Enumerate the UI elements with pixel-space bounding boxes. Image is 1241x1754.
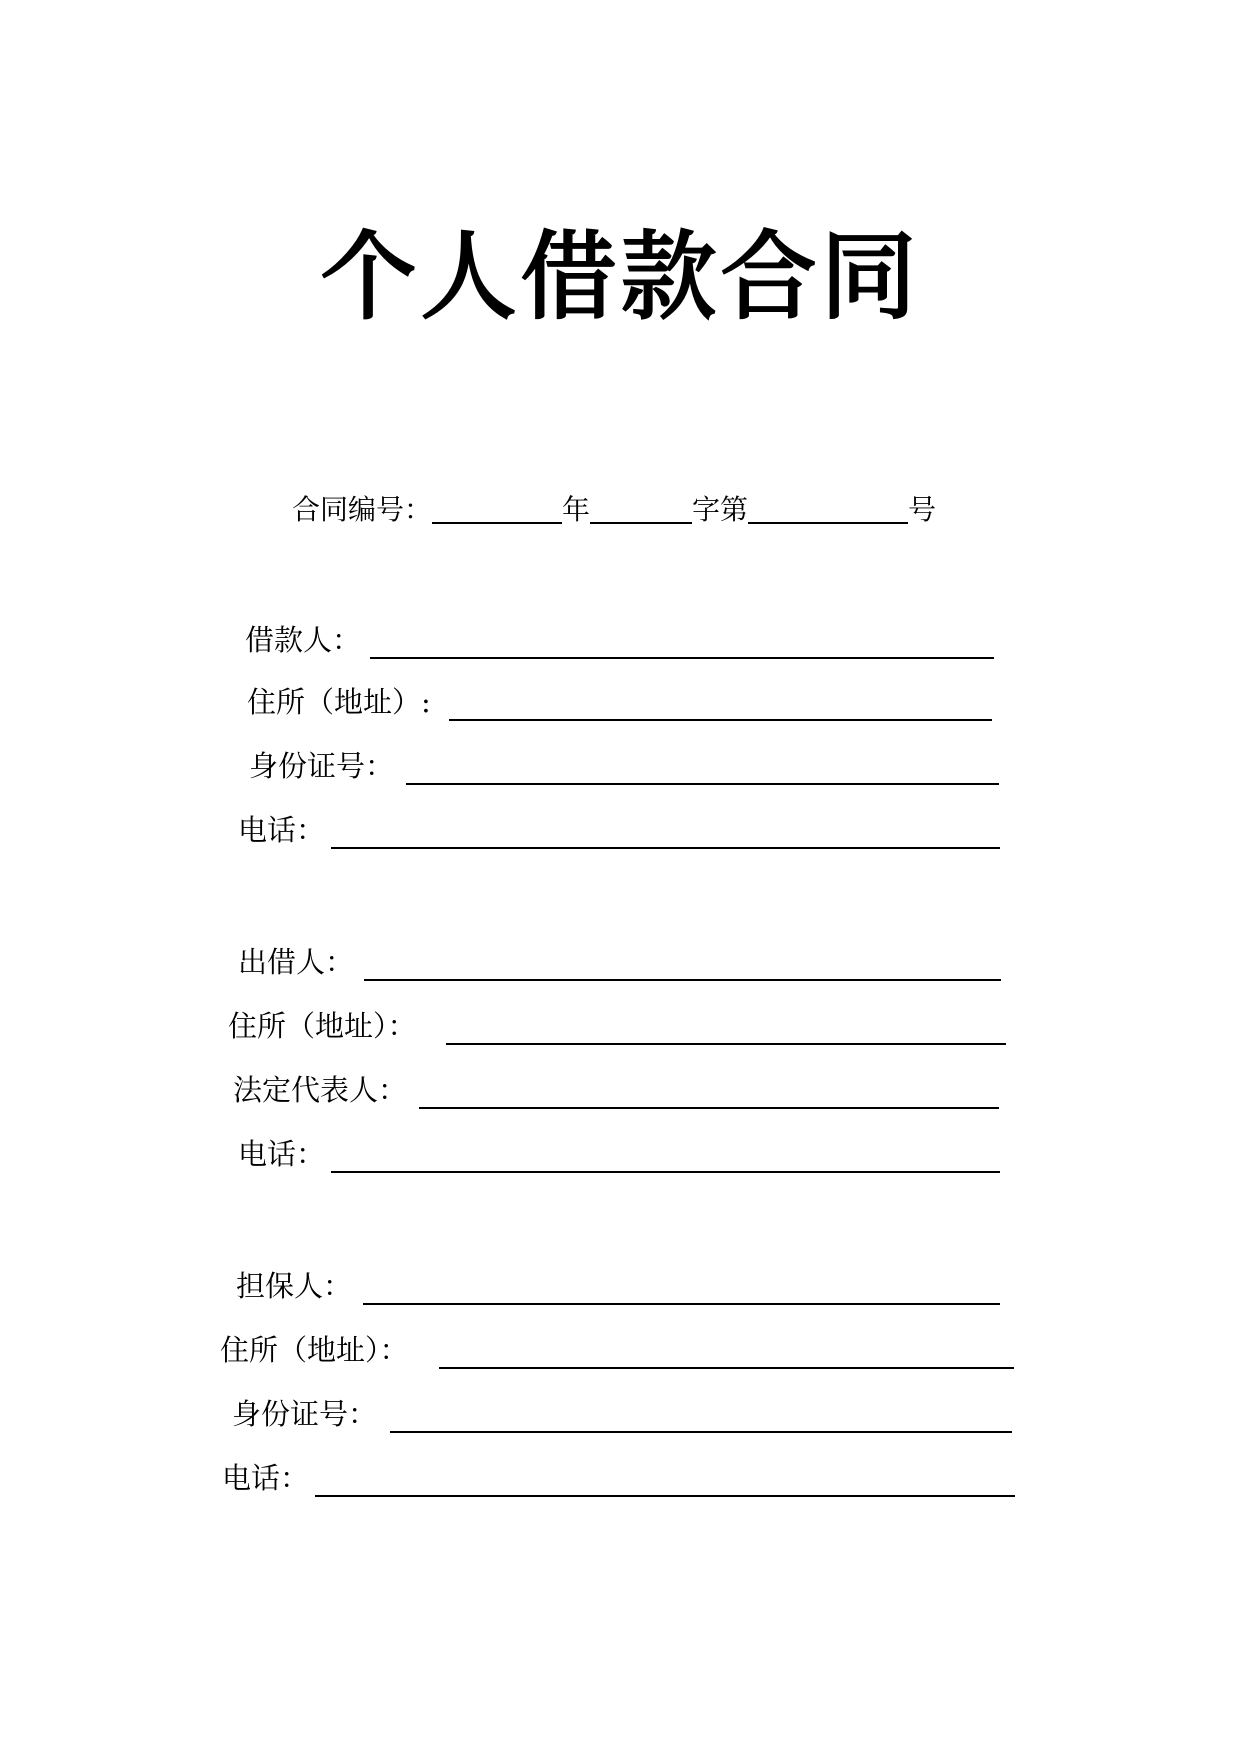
contract-year-suffix: 年 [562,493,591,526]
lender-phone-field[interactable] [331,1171,1000,1173]
guarantor-phone-row [222,1456,1022,1500]
contract-serial-field[interactable] [748,488,908,524]
lender-name-row [238,940,1008,984]
lender-rep-row [233,1068,1003,1112]
borrower-name-row [245,618,1005,662]
borrower-phone-label: 电话： [238,813,326,847]
document-title: 个人借款合同 [320,220,921,333]
guarantor-address-row [220,1328,1020,1372]
borrower-address-field[interactable] [449,719,992,721]
guarantor-phone-field[interactable] [315,1495,1015,1497]
lender-address-field[interactable] [446,1043,1006,1045]
borrower-name-label: 借款人： [245,623,362,657]
lender-name-label: 出借人： [238,945,355,979]
lender-phone-label: 电话： [238,1137,326,1171]
lender-rep-label: 法定代表人： [233,1073,408,1107]
guarantor-address-field[interactable] [439,1367,1014,1369]
guarantor-name-label: 担保人： [236,1269,353,1303]
lender-name-field[interactable] [364,979,1001,981]
borrower-id-label: 身份证号： [249,749,395,783]
borrower-address-label: 住所（地址）: [247,685,431,719]
borrower-name-field[interactable] [370,657,994,659]
contract-char-suffix: 字第 [692,493,749,526]
borrower-id-row [249,744,1009,788]
lender-rep-field[interactable] [419,1107,999,1109]
borrower-phone-row [238,808,1008,852]
contract-char-field[interactable] [590,488,692,524]
contract-number-label: 合同编号： [292,493,433,526]
guarantor-name-row [236,1264,1008,1308]
guarantor-id-label: 身份证号： [232,1397,378,1431]
guarantor-id-row [232,1392,1022,1436]
lender-address-label: 住所（地址）： [228,1009,417,1043]
borrower-phone-field[interactable] [331,847,1000,849]
guarantor-address-label: 住所（地址）： [220,1333,409,1367]
lender-address-row [228,1004,1018,1048]
guarantor-id-field[interactable] [390,1431,1012,1433]
contract-number-line [292,488,936,532]
lender-phone-row [238,1132,1008,1176]
contract-number-suffix: 号 [908,493,937,526]
guarantor-name-field[interactable] [363,1303,1000,1305]
borrower-address-row [247,680,1007,724]
borrower-id-field[interactable] [406,783,999,785]
guarantor-phone-label: 电话： [222,1461,310,1495]
contract-year-field[interactable] [432,488,562,524]
